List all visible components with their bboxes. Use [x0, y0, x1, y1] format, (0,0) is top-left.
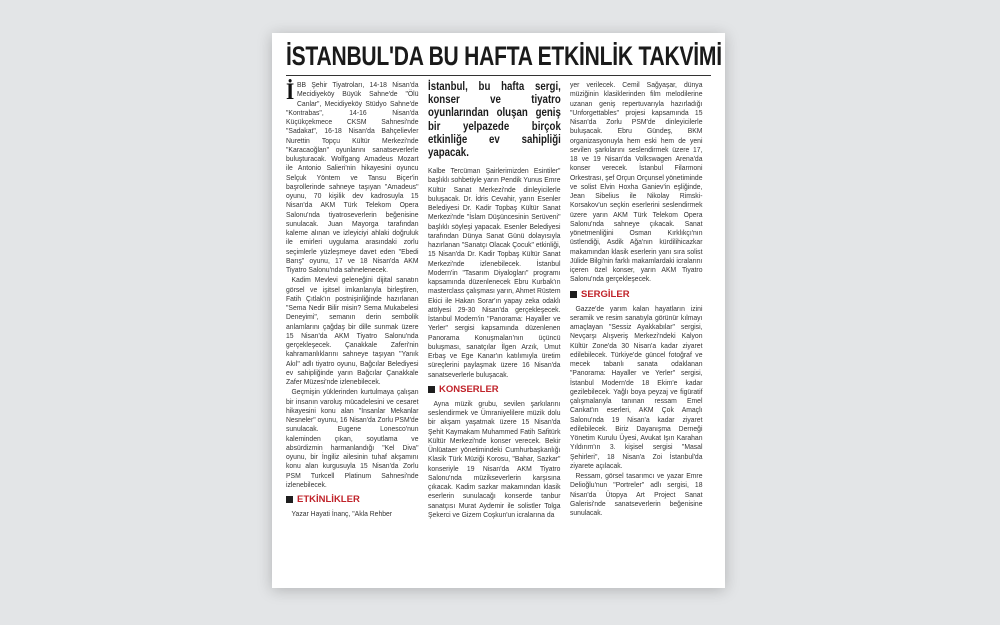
page-title: İSTANBUL'DA BU HAFTA ETKİNLİK TAKVİMİ: [286, 41, 722, 71]
section-square-icon: [570, 291, 577, 298]
article-paragraph: Ayna müzik grubu, sevilen şarkılarını seslendirmek ve Ümraniyelilere müzik dolu bir akşam yaşatmak üzere 15 Nisan'da Şehit Kaymakam Muhammed Fatih Safitürk Kültür Merkezi'nde konser verecek. Bekir Ünlüataer yönetimindeki Cumhurbaşkanlığı Klasik Türk Müziği Korosu, "Bahar, Sazkar" konseriyle 19 Nisan'da AKM Tiyatro Salonu'nda müzikseverlerin karşısına çıkacak. Kadim sazkar makamından klasik eserlerin sunulacağı konserde tanbur sanatçısı Murat Aydemir ile solistler Tolga Şekerci ve Gizem Coşkun'un icralarına da: [428, 398, 561, 519]
headline-rule-top: [286, 75, 711, 76]
lead-paragraph: İstanbul, bu hafta sergi, konser ve tiyatro oyunlarından oluşan geniş bir yelpazede birçok etkinliğe ev sahipliği yapacak.: [428, 79, 561, 160]
section-heading-text: KONSERLER: [439, 383, 499, 395]
article-paragraph: Yazar Hayati İnanç, "Akla Rehber: [291, 509, 393, 518]
section-heading-text: ETKİNLİKLER: [297, 494, 360, 505]
section-square-icon: [428, 386, 435, 393]
article-paragraph: Gazze'de yarım kalan hayatların izini seramik ve resim sanatıyla görünür kılmayı amaçlayan "Sessiz Ayakkabılar" sergisi, Nevçarşı Alışveriş Merkezi'ndeki Kalyon Kültür Zone'da 30 Nisan'a kadar ziyaret edilebilecek. Türkiye'de güncel fotoğraf ve mecek tabanlı sanata odaklanan "Panorama: Hayaller ve Yerler" sergisi, İstanbul Modern'de 18 Ekim'e kadar gezilebilecek. Yağlı boya peyzaj ve figüratif çalışmalarıyla tanınan ressam Emel Cankat'ın eserleri, AKM Çok Amaçlı Salonu'nda 19 Nisan'a kadar ziyaret edilebilecek. Biriz Dayanışma Derneği Yönetim Kurulu Üyesi, Avukat Işın Karahan Yıldırım'ın 3. kişisel sergisi "Masal Şehirleri", 18 Nisan'a Zoi İstanbul'da ziyarete açılacak.: [570, 303, 703, 470]
article-paragraph: Ressam, görsel tasarımcı ve yazar Emre Delioğlu'nun "Portreler" adlı sergisi, 18 Nisan'da Ütopya Art Project Sanat Galerisi'nde sanatseverlerin beğenisine sunulacak.: [570, 471, 703, 517]
section-heading-text: SERGİLER: [581, 288, 630, 300]
section-heading-konserler: [428, 384, 560, 395]
article-paragraph: Kadim Mevlevi geleneğini dijital sanatın görsel ve işitsel imkanlarıyla birleştiren, Fatih Çıtlak'ın postnişinliğinde hazırlanan "Sema Nedir Bilir misin? Sema Mukabelesi Deneyimi", semanın derin sembolik anlamlarını çağdaş bir dille sunmak üzere 15 Nisan'da AKM Tiyatro Salonu'nda gerçekleşecek. Çanakkale Zaferi'nin kahramanlıklarını sahneye taşıyan "Yanık Akıl" adlı tiyatro oyunu, Bağcılar Belediyesi ev sahipliğinde yarın Bağcılar Çanakkale Zafer Müzesi'nde izlenebilecek.: [286, 275, 419, 386]
section-heading-etkinlikler: [286, 494, 418, 505]
article-column-2: [428, 80, 560, 520]
article-paragraph: Kalbe Tercüman Şairlerimizden Esintiler" başlıklı sohbetiyle yarın Pendik Yunus Emre Kültür Sanat Merkezi'nde dinleyicilerle buluşacak. Dr. İdris Cevahir, yarın Esenler Belediyesi Dr. Kadir Topbaş Kültür Sanat Merkezi'nde "İslam Düşüncesinin Serüveni" başlıklı söyleşi yapacak. Esenler Belediyesi tarafından Dünya Sanat Günü dolayısıyla hazırlanan "Sanatçı Olacak Çocuk" etkinliği, 15 Nisan'da Dr. Kadir Topbaş Kültür Sanat Merkezi'nde izlenebilecek. İstanbul Modern'in "Tasarım Diyalogları" programı kapsamında düzenlenecek Ebru Kurbak'ın masterclass çalışması yarın, Ahmet Rüstem Ekici ile Hakan Sorar'ın yapay zeka odaklı atölyesi 29-30 Nisan'da gerçekleşecek. İstanbul Modern'in "Panorama: Hayaller ve Yerler" sergisi kapsamında düzenlenen Panorama Konuşmaları'nın üçüncü buluşması, sanatçılar İlgen Arzık, Umut Erbaş ve Ege Kanar'ın katılımıyla üretim süreçlerini paylaşmak üzere 16 Nisan'da sanatseverlerle buluşacak.: [428, 166, 561, 379]
article-column-1: [286, 80, 418, 519]
paragraph-text: BB Şehir Tiyatroları, 14-18 Nisan'da Mecidiyeköy Büyük Sahne'de "Ölü Canlar", Mecidiyeköy Stüdyo Sahne'de "Kontrabas", 14-16 Nisan'da Küçükçekmece CKSM Sahnesi'nde "Sadakat", 16-18 Nisan'da Bahçelievler Nurettin Topçu Kültür Merkezi'nde "Karacaoğlan" oyunlarını sanatseverlerle buluşturacak. Wolfgang Amadeus Mozart ile Antonio Salieri'nin hikayesini oyuncu Selçuk Yöntem ve Tansu Biçer'in başrollerinde sahneye taşıyan "Amadeus" oyunu, 70 kişilik dev kadrosuyla 15 Nisan'da AKM Türk Telekom Opera Salonu'nda tiyatroseverlerin beğenisine sunulacak. Juan Mayorga tarafından kaleme alınan ve izleyiciyi ahlaki doğruluk ile emirleri uygulama arasındaki zorlu seçimlerle yüzleşmeye davet eden "Ebedi Barış" oyunu, 17 ve 18 Nisan'da AKM Tiyatro Salonu'nda sahnelenecek.: [286, 80, 419, 274]
section-square-icon: [286, 496, 293, 503]
article-column-3: [570, 80, 702, 518]
article-paragraph: Geçmişin yüklerinden kurtulmaya çalışan bir insanın varoluş mücadelesini ve cesaret hikayesini konu alan "İnsanlar Mekanlar Nesneler" oyunu, 16 Nisan'da Zorlu PSM'de sunulacak. Eugene Lonesco'nun kaleminden çıkan, soyutlama ve absürdizmin harmanlandığı "Kel Diva" oyunu, bir İngiliz ailesinin tuhaf akşamını konu alan kurgusuyla 15 Nisan'da Zorlu PSM Turkcell Platinum Sahnesi'nde izlenebilecek.: [286, 387, 419, 489]
section-heading-sergiler: [570, 289, 702, 300]
drop-cap: İ: [286, 79, 295, 104]
article-paragraph: yer verilecek. Cemil Sağyaşar, dünya müziğinin klasiklerinden film melodilerine uzanan geniş repertuvarıyla hazırladığı "Unforgettables" projesi kapsamında 15 Nisan'da Zorlu PSM'de dinleyicilerle buluşacak. Ebru Gündeş, BKM organizasyonuyla hem eski hem de yeni sevilen şarkılarını seslendirmek üzere 17, 18 ve 19 Nisan'da Volkswagen Arena'da konser verecek. İstanbul Filarmoni Orkestrası, şef Orçun Orçunsel yönetiminde ve solist Elvin Hoxha Ganiev'in eşliğinde, Jean Sibelius ile Nikolay Rimski-Korsakov'un seçkin eserlerini seslendirmek üzere yarın AKM Türk Telekom Opera Salonu'nda sahneye çıkacak. Sanat yönetmenliğini Osman Kırklıkçı'nın üstlendiği, Asdik Ağa'nın kürdilihicazkar makamından klasik eserlerin yanı sıra solist Jülide Bilgi'nin farklı makamlardaki icralarını içeren özel konser, yarın AKM Tiyatro Salonu'nda gerçekleşecek.: [570, 80, 703, 284]
article-paragraph: [286, 80, 418, 274]
